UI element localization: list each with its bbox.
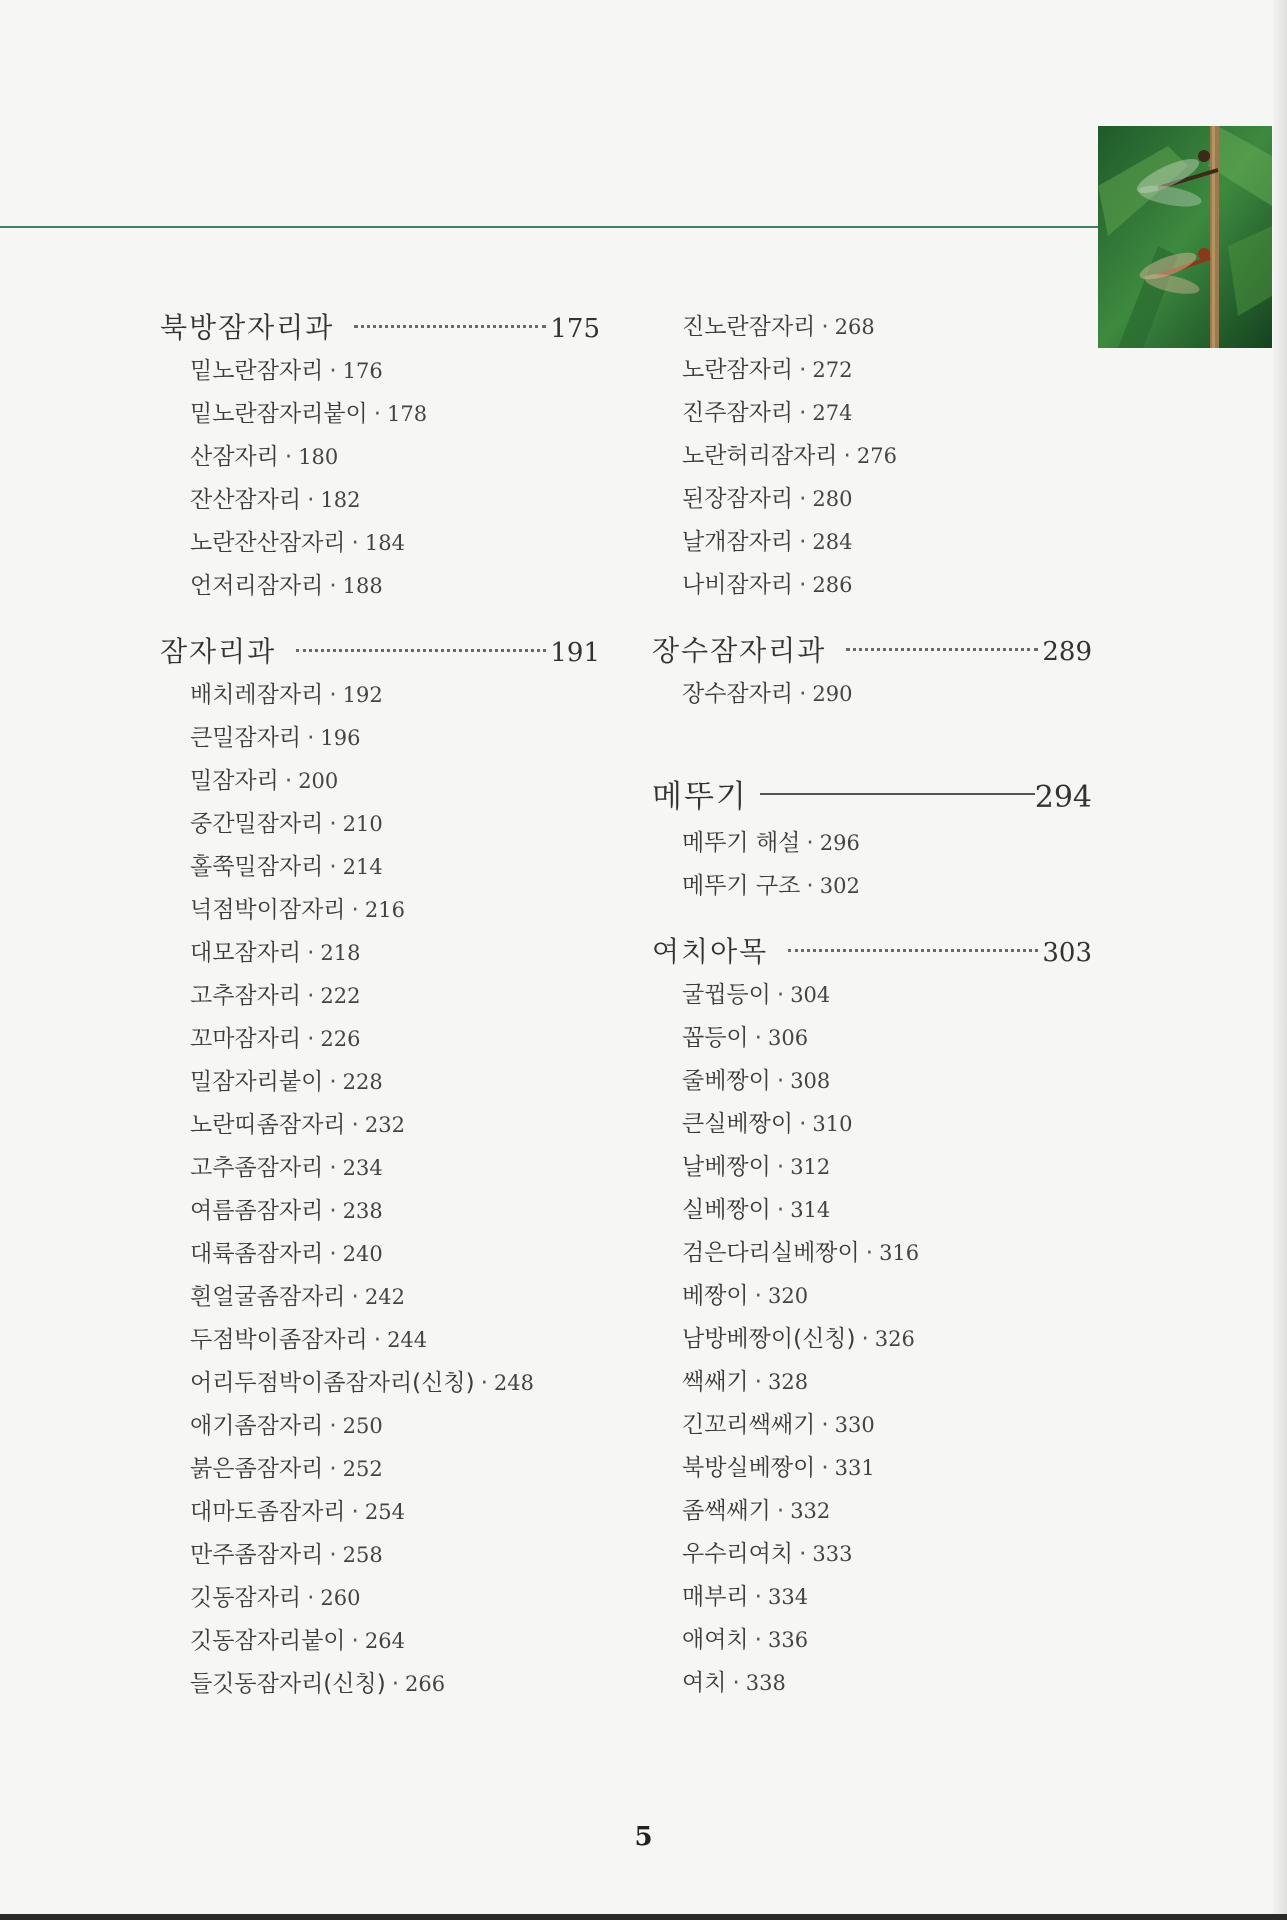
entry-name: 메뚜기 해설	[682, 830, 801, 856]
entry-separator: ·	[776, 1068, 785, 1094]
entry-page: 192	[342, 683, 383, 707]
entry-name: 넉점박이잠자리	[190, 897, 346, 923]
entry-separator: ·	[307, 487, 315, 513]
entry-page: 320	[767, 1284, 809, 1308]
heading-rule	[760, 793, 1035, 795]
entry-page: 222	[320, 984, 361, 1008]
entry-separator: ·	[776, 1498, 785, 1524]
entry-separator: ·	[754, 1627, 762, 1653]
toc-entry[interactable]	[190, 717, 600, 760]
entry-list	[160, 674, 600, 1706]
entry-page: 314	[790, 1198, 831, 1222]
entry-separator: ·	[307, 1585, 315, 1611]
entry-page: 336	[767, 1628, 809, 1652]
toc-entry[interactable]	[190, 522, 600, 565]
toc-entry[interactable]	[682, 1490, 1092, 1533]
toc-entry[interactable]	[682, 1619, 1092, 1662]
entry-page: 306	[767, 1026, 809, 1050]
toc-entry[interactable]	[190, 1061, 600, 1104]
toc-entry[interactable]	[682, 1146, 1092, 1189]
toc-entry[interactable]	[682, 1318, 1092, 1361]
entry-page: 228	[342, 1070, 383, 1094]
entry-separator: ·	[776, 1197, 785, 1223]
entry-separator: ·	[307, 940, 315, 966]
entry-separator: ·	[284, 768, 293, 794]
entry-page: 326	[874, 1327, 915, 1351]
entry-page: 296	[819, 831, 860, 855]
entry-list	[652, 673, 1092, 716]
entry-list	[652, 974, 1092, 1705]
toc-entry[interactable]	[682, 521, 1092, 564]
toc-entry[interactable]	[682, 1060, 1092, 1103]
entry-name: 북방실베짱이	[682, 1455, 816, 1481]
entry-page: 304	[790, 983, 831, 1007]
entry-separator: ·	[284, 444, 293, 470]
entry-separator: ·	[799, 1111, 807, 1137]
entry-separator: ·	[351, 1284, 359, 1310]
continued-entry-list	[652, 306, 1092, 607]
entry-list	[652, 822, 1092, 908]
toc-right-column	[652, 306, 1092, 1727]
entry-separator: ·	[821, 314, 829, 340]
toc-entry[interactable]	[190, 436, 600, 479]
entry-separator: ·	[373, 1327, 382, 1353]
entry-separator: ·	[351, 530, 359, 556]
dot-leader	[296, 649, 546, 652]
toc-entry[interactable]	[682, 1576, 1092, 1619]
entry-name: 애기좀잠자리	[190, 1413, 324, 1439]
entry-separator: ·	[329, 573, 337, 599]
toc-entry[interactable]	[190, 803, 600, 846]
entry-name: 고추잠자리	[190, 983, 302, 1009]
entry-page: 238	[342, 1199, 383, 1223]
entry-name: 깃동잠자리	[190, 1585, 302, 1611]
entry-separator: ·	[806, 830, 814, 856]
entry-separator: ·	[329, 1413, 337, 1439]
entry-page: 200	[298, 769, 339, 793]
toc-entry[interactable]	[190, 1405, 600, 1448]
toc-entry[interactable]	[190, 393, 600, 436]
entry-separator: ·	[843, 443, 851, 469]
entry-list	[160, 350, 600, 608]
entry-page: 242	[364, 1285, 405, 1309]
entry-name: 들깃동잠자리(신칭)	[190, 1671, 386, 1697]
entry-page: 260	[320, 1586, 361, 1610]
toc-entry[interactable]	[682, 349, 1092, 392]
entry-separator: ·	[799, 1541, 807, 1567]
toc-entry[interactable]	[682, 1275, 1092, 1318]
dragonfly-photo-image	[1098, 126, 1272, 348]
entry-page: 338	[745, 1671, 786, 1695]
entry-name: 메뚜기 구조	[682, 873, 801, 899]
entry-page: 308	[790, 1069, 831, 1093]
entry-name: 된장잠자리	[682, 486, 794, 512]
entry-page: 316	[879, 1241, 920, 1265]
dragonfly-photo	[1098, 126, 1272, 348]
entry-name: 밀잠자리붙이	[190, 1069, 324, 1095]
entry-page: 234	[342, 1156, 383, 1180]
page-number: 5	[634, 1822, 653, 1852]
toc-entry[interactable]	[190, 889, 600, 932]
entry-name: 붉은좀잠자리	[190, 1456, 324, 1482]
entry-separator: ·	[329, 1456, 337, 1482]
family-heading[interactable]	[160, 306, 600, 350]
toc-entry[interactable]	[190, 1276, 600, 1319]
entry-page: 284	[812, 530, 853, 554]
entry-page: 188	[342, 574, 383, 598]
entry-name: 남방베짱이(신칭)	[682, 1326, 856, 1352]
entry-name: 좀쌕쌔기	[682, 1498, 771, 1524]
entry-name: 중간밀잠자리	[190, 811, 324, 837]
section-page: 289	[1042, 637, 1092, 667]
entry-name: 베짱이	[682, 1283, 749, 1309]
toc-entry[interactable]	[190, 1362, 600, 1405]
family-section	[652, 930, 1092, 1705]
entry-separator: ·	[329, 854, 337, 880]
entry-page: 258	[342, 1543, 383, 1567]
entry-separator: ·	[329, 1155, 337, 1181]
dot-leader	[354, 325, 546, 328]
toc-entry[interactable]	[190, 479, 600, 522]
entry-name: 노란허리잠자리	[682, 443, 838, 469]
entry-page: 331	[834, 1456, 875, 1480]
entry-name: 밀잠자리	[190, 768, 279, 794]
chapter-spacer	[652, 738, 1092, 772]
toc-entry[interactable]	[190, 932, 600, 975]
entry-name: 여치	[682, 1670, 727, 1696]
toc-entry[interactable]	[682, 306, 1092, 349]
entry-name: 우수리여치	[682, 1541, 794, 1567]
entry-separator: ·	[351, 1112, 359, 1138]
entry-page: 244	[387, 1328, 428, 1352]
entry-name: 실베짱이	[682, 1197, 771, 1223]
entry-page: 310	[812, 1112, 853, 1136]
entry-separator: ·	[754, 1369, 762, 1395]
entry-name: 진주잠자리	[682, 400, 794, 426]
entry-name: 검은다리실베짱이	[682, 1240, 860, 1266]
toc-entry[interactable]	[190, 975, 600, 1018]
toc-entry[interactable]	[682, 974, 1092, 1017]
entry-separator: ·	[821, 1412, 829, 1438]
entry-separator: ·	[776, 1154, 785, 1180]
entry-page: 240	[342, 1242, 383, 1266]
entry-separator: ·	[861, 1326, 869, 1352]
entry-name: 꼽등이	[682, 1025, 749, 1051]
toc-entry[interactable]	[682, 865, 1092, 908]
entry-page: 328	[767, 1370, 809, 1394]
entry-page: 196	[320, 726, 361, 750]
section-page: 294	[1034, 780, 1092, 815]
entry-name: 깃동잠자리붙이	[190, 1628, 346, 1654]
entry-page: 210	[342, 812, 383, 836]
toc-entry[interactable]	[682, 1189, 1092, 1232]
entry-name: 나비잠자리	[682, 572, 794, 598]
entry-separator: ·	[799, 529, 807, 555]
entry-separator: ·	[799, 486, 807, 512]
section-page: 191	[550, 638, 600, 668]
entry-page: 214	[342, 855, 383, 879]
entry-page: 274	[812, 401, 853, 425]
entry-separator: ·	[329, 1198, 337, 1224]
dot-leader	[788, 949, 1038, 952]
entry-separator: ·	[799, 400, 807, 426]
entry-page: 280	[812, 487, 853, 511]
header-rule	[0, 226, 1100, 228]
entry-page: 176	[342, 359, 383, 383]
toc-entry[interactable]	[190, 760, 600, 803]
entry-separator: ·	[754, 1283, 762, 1309]
entry-name: 잔산잠자리	[190, 487, 302, 513]
entry-name: 날개잠자리	[682, 529, 794, 555]
toc-entry[interactable]	[682, 1662, 1092, 1705]
entry-separator: ·	[480, 1370, 488, 1396]
entry-name: 노란띠좀잠자리	[190, 1112, 346, 1138]
toc-entry[interactable]	[682, 1103, 1092, 1146]
entry-page: 333	[812, 1542, 853, 1566]
entry-name: 언저리잠자리	[190, 573, 324, 599]
entry-separator: ·	[329, 682, 337, 708]
toc-entry[interactable]	[682, 1017, 1092, 1060]
entry-page: 178	[387, 402, 428, 426]
entry-name: 흰얼굴좀잠자리	[190, 1284, 346, 1310]
toc-entry[interactable]	[190, 846, 600, 889]
entry-separator: ·	[821, 1455, 829, 1481]
entry-page: 312	[790, 1155, 831, 1179]
entry-separator: ·	[307, 983, 315, 1009]
entry-name: 밑노란잠자리	[190, 358, 324, 384]
entry-name: 고추좀잠자리	[190, 1155, 324, 1181]
toc-entry[interactable]	[682, 1533, 1092, 1576]
toc-entry[interactable]	[682, 822, 1092, 865]
entry-page: 290	[812, 682, 853, 706]
toc-entry[interactable]	[190, 1018, 600, 1061]
dot-leader	[846, 648, 1038, 651]
entry-name: 굴뀝등이	[682, 982, 771, 1008]
entry-name: 진노란잠자리	[682, 314, 816, 340]
entry-separator: ·	[799, 357, 807, 383]
toc-entry[interactable]	[190, 1663, 600, 1706]
toc-entry[interactable]	[190, 350, 600, 393]
entry-name: 대륙좀잠자리	[190, 1241, 324, 1267]
section-title: 북방잠자리과	[160, 311, 335, 344]
entry-name: 쌕쌔기	[682, 1369, 749, 1395]
section-page: 303	[1042, 938, 1092, 968]
entry-page: 180	[298, 445, 339, 469]
toc-entry[interactable]	[190, 1147, 600, 1190]
entry-name: 꼬마잠자리	[190, 1026, 302, 1052]
entry-page: 266	[405, 1672, 446, 1696]
entry-separator: ·	[307, 1026, 315, 1052]
chapter-heading[interactable]	[652, 772, 1092, 822]
entry-separator: ·	[806, 873, 814, 899]
entry-name: 큰밀잠자리	[190, 725, 302, 751]
entry-separator: ·	[351, 1628, 359, 1654]
entry-name: 매부리	[682, 1584, 749, 1610]
entry-separator: ·	[776, 982, 785, 1008]
entry-separator: ·	[329, 1542, 337, 1568]
toc-entry[interactable]	[682, 1361, 1092, 1404]
entry-separator: ·	[329, 1241, 337, 1267]
entry-name: 노란잠자리	[682, 357, 794, 383]
entry-name: 노란잔산잠자리	[190, 530, 346, 556]
entry-page: 248	[493, 1371, 534, 1395]
entry-separator: ·	[307, 725, 315, 751]
family-section	[652, 629, 1092, 716]
entry-name: 날베짱이	[682, 1154, 771, 1180]
entry-name: 어리두점박이좀잠자리(신칭)	[190, 1370, 475, 1396]
entry-name: 여름좀잠자리	[190, 1198, 324, 1224]
entry-page: 216	[364, 898, 405, 922]
family-section	[160, 306, 600, 608]
entry-name: 장수잠자리	[682, 681, 794, 707]
toc-entry[interactable]	[190, 1233, 600, 1276]
toc-entry[interactable]	[682, 564, 1092, 607]
toc-left-column	[160, 306, 600, 1728]
page-edge-shadow	[1273, 0, 1287, 1920]
entry-page: 276	[856, 444, 897, 468]
entry-page: 332	[790, 1499, 831, 1523]
toc-entry[interactable]	[190, 1620, 600, 1663]
entry-page: 182	[320, 488, 361, 512]
entry-name: 밑노란잠자리붙이	[190, 401, 368, 427]
entry-name: 대모잠자리	[190, 940, 302, 966]
entry-separator: ·	[329, 811, 337, 837]
entry-name: 만주좀잠자리	[190, 1542, 324, 1568]
toc-entry[interactable]	[190, 1491, 600, 1534]
section-title: 여치아목	[652, 935, 769, 968]
toc-entry[interactable]	[190, 1319, 600, 1362]
section-title: 장수잠자리과	[652, 634, 827, 667]
entry-name: 긴꼬리쌕쌔기	[682, 1412, 816, 1438]
toc-entry[interactable]	[682, 435, 1092, 478]
entry-page: 334	[767, 1585, 809, 1609]
entry-separator: ·	[799, 681, 807, 707]
section-page: 175	[550, 314, 600, 344]
entry-separator: ·	[351, 1499, 359, 1525]
toc-entry[interactable]	[682, 1232, 1092, 1275]
entry-page: 232	[364, 1113, 405, 1137]
entry-separator: ·	[754, 1584, 762, 1610]
entry-page: 250	[342, 1414, 383, 1438]
page-edge-bottom	[0, 1914, 1287, 1920]
entry-name: 애여치	[682, 1627, 749, 1653]
entry-page: 184	[364, 531, 405, 555]
toc-entry[interactable]	[682, 392, 1092, 435]
toc-entry[interactable]	[682, 673, 1092, 716]
chapter-section	[652, 772, 1092, 908]
entry-page: 254	[364, 1500, 405, 1524]
entry-name: 배치레잠자리	[190, 682, 324, 708]
entry-name: 홀쭉밀잠자리	[190, 854, 324, 880]
entry-page: 268	[834, 315, 875, 339]
entry-page: 272	[812, 358, 853, 382]
entry-separator: ·	[732, 1670, 740, 1696]
toc-entry[interactable]	[682, 1447, 1092, 1490]
family-section	[160, 630, 600, 1706]
entry-page: 226	[320, 1027, 361, 1051]
toc-entry[interactable]	[682, 1404, 1092, 1447]
toc-entry[interactable]	[190, 565, 600, 608]
toc-entry[interactable]	[190, 674, 600, 717]
toc-entry[interactable]	[190, 1104, 600, 1147]
toc-entry[interactable]	[682, 478, 1092, 521]
section-title: 메뚜기	[652, 779, 748, 815]
toc-entry[interactable]	[190, 1577, 600, 1620]
entry-name: 두점박이좀잠자리	[190, 1327, 368, 1353]
entry-separator: ·	[865, 1240, 874, 1266]
entry-separator: ·	[754, 1025, 762, 1051]
entry-name: 대마도좀잠자리	[190, 1499, 346, 1525]
section-title: 잠자리과	[160, 635, 277, 668]
family-heading[interactable]	[652, 930, 1092, 974]
entry-separator: ·	[351, 897, 359, 923]
toc-entry[interactable]	[190, 1534, 600, 1577]
entry-name: 산잠자리	[190, 444, 279, 470]
entry-page: 330	[834, 1413, 875, 1437]
entry-separator: ·	[799, 572, 807, 598]
entry-page: 252	[342, 1457, 383, 1481]
entry-page: 302	[819, 874, 860, 898]
entry-page: 218	[320, 941, 361, 965]
family-heading[interactable]	[160, 630, 600, 674]
toc-entry[interactable]	[190, 1190, 600, 1233]
entry-separator: ·	[329, 1069, 337, 1095]
family-heading[interactable]	[652, 629, 1092, 673]
entry-name: 줄베짱이	[682, 1068, 771, 1094]
entry-page: 264	[364, 1629, 405, 1653]
toc-entry[interactable]	[190, 1448, 600, 1491]
entry-name: 큰실베짱이	[682, 1111, 794, 1137]
entry-separator: ·	[329, 358, 337, 384]
entry-separator: ·	[373, 401, 382, 427]
entry-page: 286	[812, 573, 853, 597]
entry-separator: ·	[391, 1671, 400, 1697]
